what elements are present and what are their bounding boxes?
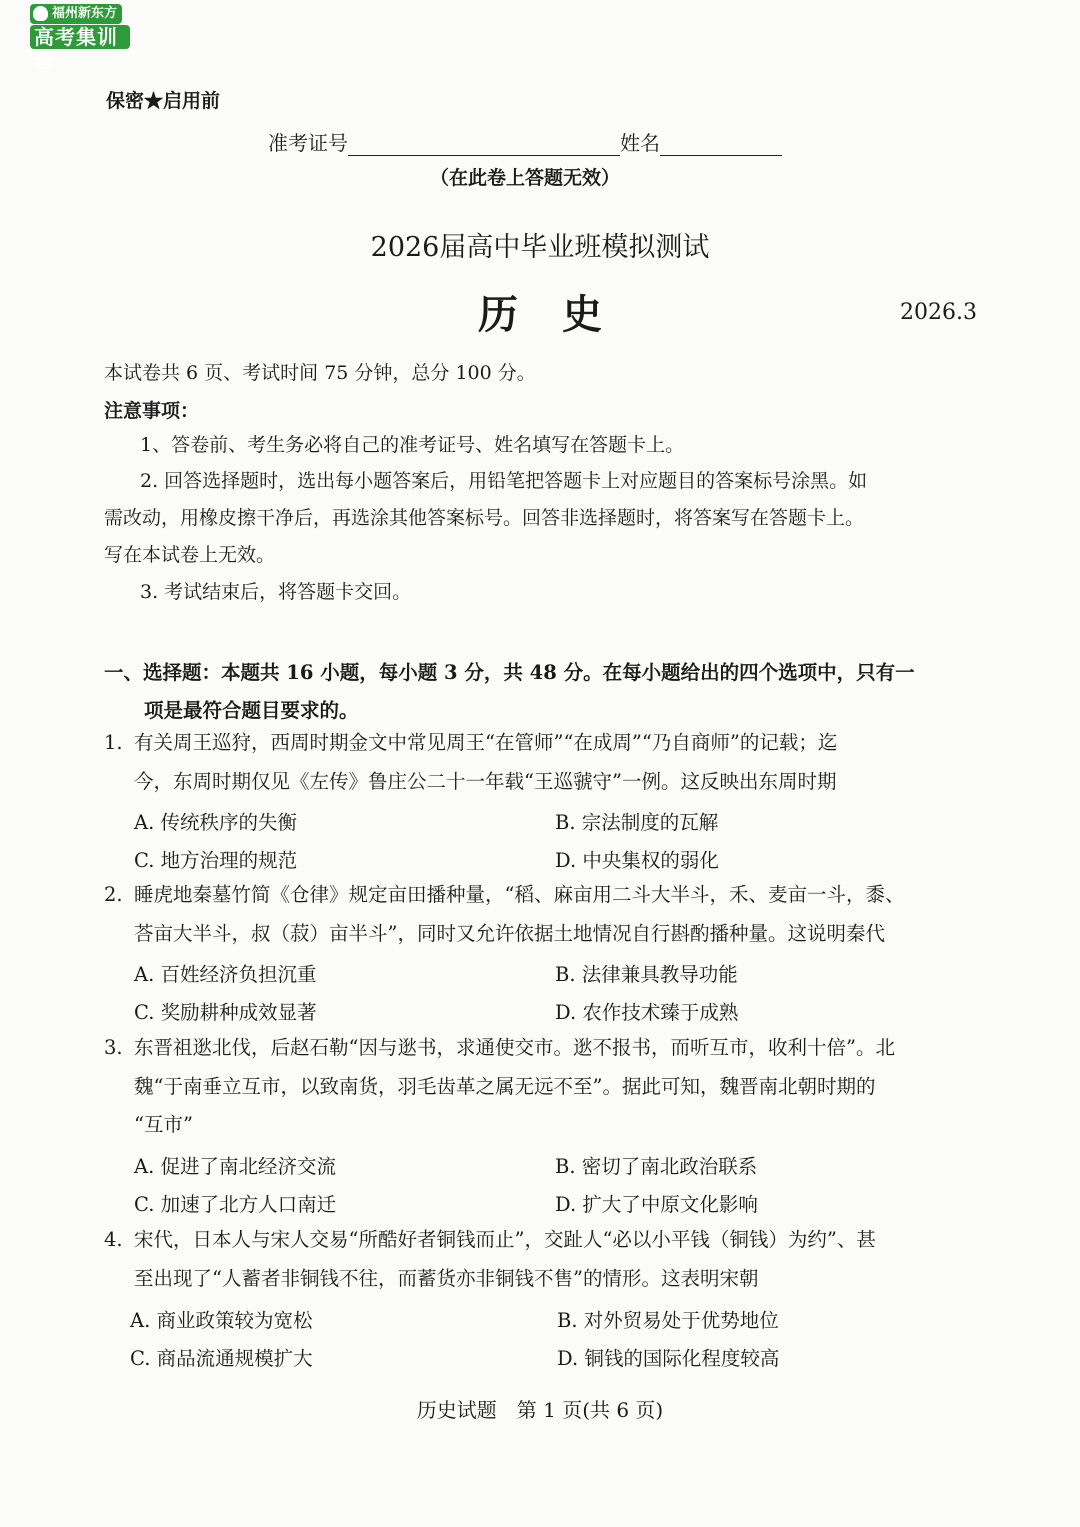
option-d: D. 中央集权的弱化 <box>555 849 719 872</box>
option-a: A. 百姓经济负担沉重 <box>134 963 317 986</box>
option-b: B. 密切了南北政治联系 <box>555 1155 758 1178</box>
option-c: C. 商品流通规模扩大 <box>130 1347 313 1370</box>
question-text: 荅亩大半斗，叔（菽）亩半斗”，同时又允许依据土地情况自行斟酌播种量。这说明秦代 <box>134 921 885 945</box>
page-footer: 历史试题 第 1 页(共 6 页) <box>416 1398 664 1422</box>
section-heading-line1: 一、选择题：本题共 16 小题，每小题 3 分，共 48 分。在每小题给出的四个选项中，只有一 <box>104 661 915 684</box>
cat-icon <box>33 6 48 21</box>
exam-date: 2026.3 <box>900 300 977 325</box>
exam-title: 2026届高中毕业班模拟测试 <box>370 232 710 263</box>
instruction-item-3: 3. 考试结束后，将答题卡交回。 <box>140 581 412 603</box>
watermark-line2: 高考集训营 <box>30 25 130 49</box>
question-text: “互市” <box>134 1113 193 1136</box>
invalid-notice: （在此卷上答题无效） <box>430 167 621 189</box>
instruction-item-2-line1: 2. 回答选择题时，选出每小题答案后，用铅笔把答题卡上对应题目的答案标号涂黑。如 <box>140 470 868 492</box>
question-number: 2. <box>104 883 123 906</box>
instruction-item-2-line2: 需改动，用橡皮擦干净后，再选涂其他答案标号。回答非选择题时，将答案写在答题卡上。 <box>104 507 865 529</box>
candidate-info-line <box>268 127 782 156</box>
question-text: 至出现了“人蓄者非铜钱不往，而蓄货亦非铜钱不售”的情形。这表明宋朝 <box>134 1266 759 1290</box>
name-label: 姓名 <box>620 131 660 155</box>
option-d: D. 农作技术臻于成熟 <box>555 1001 739 1024</box>
option-c: C. 奖励耕种成效显著 <box>134 1001 317 1024</box>
question-2 <box>104 876 984 953</box>
option-c: C. 加速了北方人口南迁 <box>134 1193 337 1216</box>
option-b: B. 法律兼具教导功能 <box>555 963 738 986</box>
watermark-logo <box>30 4 130 73</box>
id-blank <box>348 133 620 156</box>
question-text: 今，东周时期仅见《左传》鲁庄公二十一年载“王巡虢守”一例。这反映出东周时期 <box>134 769 837 793</box>
name-blank <box>660 133 782 156</box>
confidential-label: 保密★启用前 <box>106 90 221 112</box>
section-heading <box>104 654 984 730</box>
question-number: 4. <box>104 1228 123 1251</box>
question-3 <box>104 1029 984 1145</box>
attention-heading: 注意事项： <box>104 400 200 422</box>
id-label: 准考证号 <box>268 131 348 155</box>
option-a: A. 促进了南北经济交流 <box>134 1155 336 1178</box>
option-a: A. 商业政策较为宽松 <box>130 1309 313 1332</box>
question-number: 3. <box>104 1036 123 1059</box>
subject-title: 历史 <box>478 291 646 338</box>
question-text: 宋代，日本人与宋人交易“所酷好者铜钱而止”，交趾人“必以小平钱（铜钱）为约”、甚 <box>134 1228 876 1251</box>
exam-intro: 本试卷共 6 页、考试时间 75 分钟，总分 100 分。 <box>104 362 536 384</box>
option-b: B. 对外贸易处于优势地位 <box>557 1309 779 1332</box>
watermark-line1-text: 福州新东方 <box>52 6 118 21</box>
question-4 <box>104 1221 984 1298</box>
option-a: A. 传统秩序的失衡 <box>134 811 297 834</box>
option-c: C. 地方治理的规范 <box>134 849 298 872</box>
question-text: 睡虎地秦墓竹简《仓律》规定亩田播种量，“稻、麻亩用二斗大半斗，禾、麦亩一斗，黍、 <box>134 883 905 906</box>
watermark-line1 <box>30 4 122 24</box>
option-b: B. 宗法制度的瓦解 <box>555 811 719 834</box>
question-text: 魏“于南垂立互市，以致南货，羽毛齿革之属无远不至”。据此可知，魏晋南北朝时期的 <box>134 1074 876 1098</box>
question-number: 1. <box>104 731 123 754</box>
question-text: 有关周王巡狩，西周时期金文中常见周王“在管师”“在成周”“乃自商师”的记载；迄 <box>134 731 838 754</box>
section-heading-line2: 项是最符合题目要求的。 <box>144 699 359 722</box>
instruction-item-2-line3: 写在本试卷上无效。 <box>104 544 276 566</box>
question-text: 东晋祖逖北伐，后赵石勒“因与逖书，求通使交市。逖不报书，而听互市，收利十倍”。北 <box>134 1036 895 1059</box>
instruction-item-1: 1、答卷前、考生务必将自己的准考证号、姓名填写在答题卡上。 <box>140 434 685 456</box>
option-d: D. 扩大了中原文化影响 <box>555 1193 758 1216</box>
option-d: D. 铜钱的国际化程度较高 <box>557 1347 780 1370</box>
question-1 <box>104 724 984 801</box>
